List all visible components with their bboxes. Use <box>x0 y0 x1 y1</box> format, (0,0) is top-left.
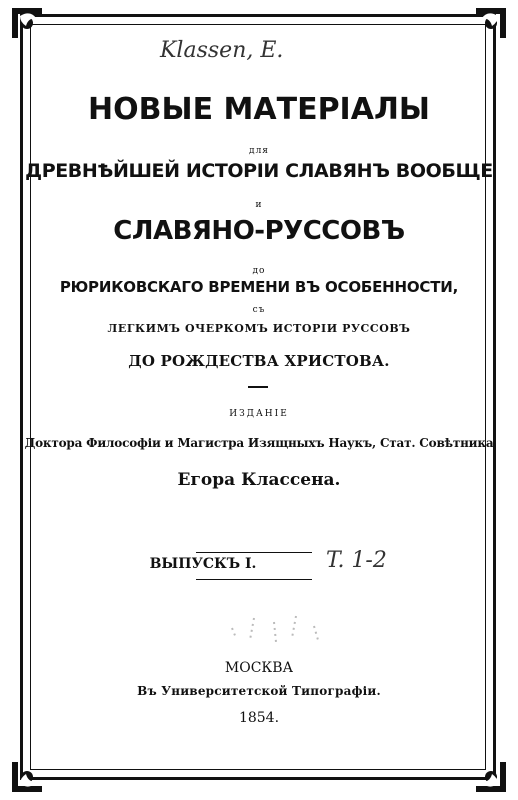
faint-stamp-marks <box>226 608 336 648</box>
imprint-year: 1854. <box>238 710 280 726</box>
issue-label: ВЫПУСКЪ I. <box>149 556 257 572</box>
title-line-2: ДРЕВНѢЙШЕЙ ИСТОРІИ СЛАВЯНЪ ВООБЩЕ <box>25 160 493 182</box>
author-credentials: Доктора Философіи и Магистра Изящныхъ Наукъ, Стат. Совѣтника <box>24 436 494 450</box>
author-name: Егора Классена. <box>177 470 341 490</box>
title-line-4: РЮРИКОВСКАГО ВРЕМЕНИ ВЪ ОСОБЕННОСТИ, <box>59 278 459 296</box>
main-title: НОВЫЕ МАТЕРІАЛЫ <box>88 92 430 127</box>
title-connector-for: для <box>249 146 269 156</box>
title-line-6: ДО РОЖДЕСТВА ХРИСТОВА. <box>128 352 390 370</box>
title-line-5: ЛЕГКИМЪ ОЧЕРКОМЪ ИСТОРІИ РУССОВЪ <box>107 322 411 335</box>
corner-ornament-icon <box>8 758 46 796</box>
handwritten-volume-note: T. 1-2 <box>326 548 387 573</box>
title-connector-until: до <box>252 266 266 276</box>
separator-rule <box>248 386 268 388</box>
title-connector-and: и <box>255 200 263 210</box>
imprint-press: Въ Университетской Типографіи. <box>137 684 381 698</box>
corner-ornament-icon <box>472 4 510 42</box>
handwritten-author-note: Klassen, E. <box>160 38 284 63</box>
edition-label: ИЗДАНІЕ <box>229 409 289 419</box>
corner-ornament-icon <box>8 4 46 42</box>
imprint-city: МОСКВА <box>224 660 294 676</box>
title-connector-with: съ <box>252 305 266 315</box>
title-line-3: СЛАВЯНО-РУССОВЪ <box>113 216 405 246</box>
inner-border <box>30 24 486 770</box>
corner-ornament-icon <box>472 758 510 796</box>
